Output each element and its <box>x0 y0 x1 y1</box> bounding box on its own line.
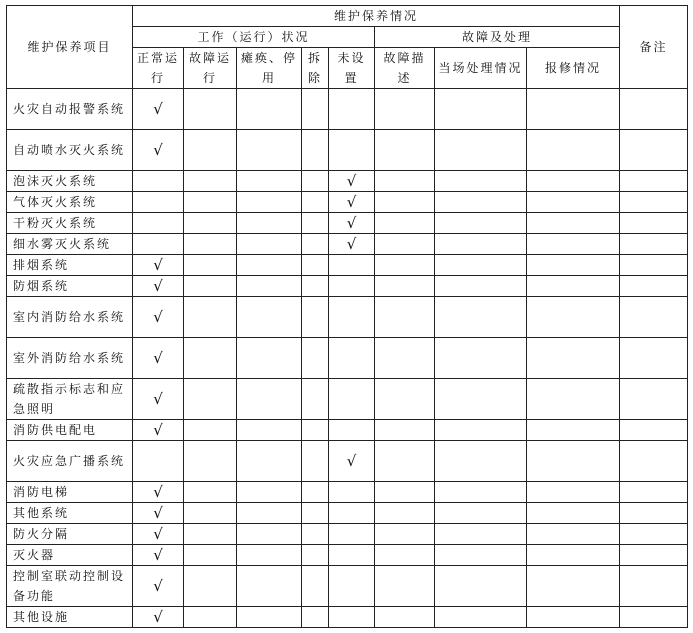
empty-cell <box>375 482 435 503</box>
empty-cell <box>237 566 302 607</box>
repair-report-header: 报修情况 <box>527 48 620 89</box>
empty-cell <box>237 234 302 255</box>
empty-cell <box>184 420 237 441</box>
empty-cell <box>329 566 375 607</box>
empty-cell <box>375 171 435 192</box>
table-row <box>7 503 688 524</box>
empty-cell <box>375 420 435 441</box>
empty-cell <box>184 607 237 628</box>
empty-cell <box>527 130 620 171</box>
check-mark-cell: √ <box>133 379 184 420</box>
check-mark-cell: √ <box>133 255 184 276</box>
empty-cell <box>184 89 237 130</box>
empty-cell <box>375 255 435 276</box>
empty-cell <box>527 171 620 192</box>
empty-cell <box>435 420 527 441</box>
check-mark-cell: √ <box>133 607 184 628</box>
empty-cell <box>184 297 237 338</box>
empty-cell <box>375 234 435 255</box>
table-row <box>7 171 688 192</box>
empty-cell <box>375 338 435 379</box>
project-name-cell: 火灾自动报警系统 <box>7 89 133 130</box>
table-row <box>7 379 688 420</box>
empty-cell <box>184 379 237 420</box>
empty-cell <box>329 297 375 338</box>
check-mark-cell: √ <box>329 234 375 255</box>
empty-cell <box>237 420 302 441</box>
table-row <box>7 213 688 234</box>
empty-cell <box>620 524 688 545</box>
empty-cell <box>435 297 527 338</box>
empty-cell <box>302 566 329 607</box>
empty-cell <box>302 524 329 545</box>
empty-cell <box>375 213 435 234</box>
empty-cell <box>329 130 375 171</box>
empty-cell <box>435 276 527 297</box>
project-name-cell: 气体灭火系统 <box>7 192 133 213</box>
empty-cell <box>435 441 527 482</box>
empty-cell <box>302 338 329 379</box>
empty-cell <box>620 441 688 482</box>
check-mark-cell: √ <box>133 420 184 441</box>
empty-cell <box>237 276 302 297</box>
check-mark-cell: √ <box>133 566 184 607</box>
fault-handling-header: 故障及处理 <box>375 27 620 48</box>
empty-cell <box>302 89 329 130</box>
empty-cell <box>329 276 375 297</box>
empty-cell <box>375 503 435 524</box>
empty-cell <box>620 89 688 130</box>
empty-cell <box>133 234 184 255</box>
check-mark-cell: √ <box>133 482 184 503</box>
project-name-cell: 自动喷水灭火系统 <box>7 130 133 171</box>
empty-cell <box>184 482 237 503</box>
empty-cell <box>435 192 527 213</box>
empty-cell <box>527 234 620 255</box>
not-installed-header: 未设置 <box>329 48 375 89</box>
empty-cell <box>435 89 527 130</box>
empty-cell <box>375 276 435 297</box>
empty-cell <box>435 503 527 524</box>
table-row <box>7 607 688 628</box>
onsite-handling-header: 当场处理情况 <box>435 48 527 89</box>
fault-description-header: 故障描述 <box>375 48 435 89</box>
empty-cell <box>620 297 688 338</box>
check-mark-cell: √ <box>133 338 184 379</box>
empty-cell <box>237 482 302 503</box>
empty-cell <box>302 441 329 482</box>
table-row <box>7 482 688 503</box>
empty-cell <box>133 171 184 192</box>
check-mark-cell: √ <box>133 503 184 524</box>
check-mark-cell: √ <box>133 276 184 297</box>
empty-cell <box>133 192 184 213</box>
empty-cell <box>375 524 435 545</box>
empty-cell <box>184 545 237 566</box>
project-name-cell: 灭火器 <box>7 545 133 566</box>
empty-cell <box>237 338 302 379</box>
empty-cell <box>435 524 527 545</box>
empty-cell <box>435 566 527 607</box>
empty-cell <box>527 607 620 628</box>
empty-cell <box>435 255 527 276</box>
empty-cell <box>302 130 329 171</box>
project-name-cell: 其他系统 <box>7 503 133 524</box>
table-row <box>7 441 688 482</box>
project-name-cell: 细水雾灭火系统 <box>7 234 133 255</box>
table-row <box>7 192 688 213</box>
check-mark-cell: √ <box>133 297 184 338</box>
check-mark-cell: √ <box>133 89 184 130</box>
check-mark-cell: √ <box>329 441 375 482</box>
empty-cell <box>527 213 620 234</box>
empty-cell <box>527 524 620 545</box>
empty-cell <box>329 420 375 441</box>
project-name-cell: 消防供电配电 <box>7 420 133 441</box>
empty-cell <box>375 192 435 213</box>
table-row <box>7 276 688 297</box>
project-name-cell: 疏散指示标志和应急照明 <box>7 379 133 420</box>
empty-cell <box>620 503 688 524</box>
empty-cell <box>237 607 302 628</box>
check-mark-cell: √ <box>133 130 184 171</box>
empty-cell <box>184 441 237 482</box>
check-mark-cell: √ <box>133 524 184 545</box>
empty-cell <box>620 255 688 276</box>
empty-cell <box>527 566 620 607</box>
table-row <box>7 130 688 171</box>
empty-cell <box>620 379 688 420</box>
empty-cell <box>237 297 302 338</box>
table-row <box>7 524 688 545</box>
project-name-cell: 泡沫灭火系统 <box>7 171 133 192</box>
empty-cell <box>620 420 688 441</box>
empty-cell <box>435 130 527 171</box>
empty-cell <box>435 545 527 566</box>
empty-cell <box>237 192 302 213</box>
table-row <box>7 566 688 607</box>
empty-cell <box>435 338 527 379</box>
project-name-cell: 干粉灭火系统 <box>7 213 133 234</box>
empty-cell <box>237 379 302 420</box>
remark-header: 备注 <box>620 6 688 89</box>
empty-cell <box>302 482 329 503</box>
empty-cell <box>620 545 688 566</box>
empty-cell <box>329 503 375 524</box>
empty-cell <box>184 338 237 379</box>
empty-cell <box>375 441 435 482</box>
empty-cell <box>184 566 237 607</box>
empty-cell <box>302 276 329 297</box>
empty-cell <box>329 379 375 420</box>
table-row <box>7 297 688 338</box>
empty-cell <box>527 503 620 524</box>
empty-cell <box>375 89 435 130</box>
empty-cell <box>302 213 329 234</box>
empty-cell <box>527 192 620 213</box>
empty-cell <box>302 379 329 420</box>
empty-cell <box>237 171 302 192</box>
empty-cell <box>302 192 329 213</box>
project-name-cell: 防火分隔 <box>7 524 133 545</box>
empty-cell <box>620 171 688 192</box>
empty-cell <box>329 89 375 130</box>
empty-cell <box>302 607 329 628</box>
empty-cell <box>435 213 527 234</box>
empty-cell <box>237 130 302 171</box>
empty-cell <box>133 213 184 234</box>
project-name-cell: 室内消防给水系统 <box>7 297 133 338</box>
empty-cell <box>237 545 302 566</box>
project-name-cell: 火灾应急广播系统 <box>7 441 133 482</box>
table-row <box>7 234 688 255</box>
table-row <box>7 255 688 276</box>
empty-cell <box>329 482 375 503</box>
empty-cell <box>527 89 620 130</box>
empty-cell <box>620 192 688 213</box>
project-name-cell: 控制室联动控制设备功能 <box>7 566 133 607</box>
empty-cell <box>184 130 237 171</box>
project-name-cell: 消防电梯 <box>7 482 133 503</box>
empty-cell <box>435 607 527 628</box>
empty-cell <box>375 545 435 566</box>
empty-cell <box>184 524 237 545</box>
empty-cell <box>375 379 435 420</box>
empty-cell <box>237 255 302 276</box>
empty-cell <box>302 503 329 524</box>
empty-cell <box>237 89 302 130</box>
empty-cell <box>329 524 375 545</box>
table-row <box>7 89 688 130</box>
project-name-cell: 室外消防给水系统 <box>7 338 133 379</box>
empty-cell <box>620 234 688 255</box>
project-header: 维护保养项目 <box>7 6 133 89</box>
empty-cell <box>184 192 237 213</box>
empty-cell <box>302 297 329 338</box>
empty-cell <box>184 171 237 192</box>
empty-cell <box>302 255 329 276</box>
empty-cell <box>329 338 375 379</box>
empty-cell <box>527 441 620 482</box>
empty-cell <box>375 130 435 171</box>
empty-cell <box>302 420 329 441</box>
empty-cell <box>620 213 688 234</box>
empty-cell <box>620 338 688 379</box>
empty-cell <box>435 379 527 420</box>
removed-header: 拆除 <box>302 48 329 89</box>
check-mark-cell: √ <box>329 171 375 192</box>
empty-cell <box>620 482 688 503</box>
table-row <box>7 420 688 441</box>
empty-cell <box>184 255 237 276</box>
empty-cell <box>527 420 620 441</box>
empty-cell <box>302 171 329 192</box>
empty-cell <box>435 482 527 503</box>
empty-cell <box>237 503 302 524</box>
empty-cell <box>184 276 237 297</box>
empty-cell <box>184 234 237 255</box>
empty-cell <box>527 338 620 379</box>
empty-cell <box>329 607 375 628</box>
empty-cell <box>527 255 620 276</box>
empty-cell <box>329 545 375 566</box>
empty-cell <box>620 607 688 628</box>
empty-cell <box>620 276 688 297</box>
empty-cell <box>435 234 527 255</box>
empty-cell <box>620 566 688 607</box>
empty-cell <box>237 524 302 545</box>
empty-cell <box>237 441 302 482</box>
empty-cell <box>527 545 620 566</box>
empty-cell <box>302 234 329 255</box>
empty-cell <box>620 130 688 171</box>
fault-operation-header: 故障运行 <box>184 48 237 89</box>
empty-cell <box>375 566 435 607</box>
check-mark-cell: √ <box>133 545 184 566</box>
paralyzed-disabled-header: 瘫痪、停用 <box>237 48 302 89</box>
table-row <box>7 338 688 379</box>
operation-status-header: 工作（运行）状况 <box>133 27 375 48</box>
project-name-cell: 排烟系统 <box>7 255 133 276</box>
maintenance-table <box>6 5 688 628</box>
project-name-cell: 防烟系统 <box>7 276 133 297</box>
maintenance-status-header: 维护保养情况 <box>133 6 620 27</box>
empty-cell <box>133 441 184 482</box>
empty-cell <box>302 545 329 566</box>
empty-cell <box>329 255 375 276</box>
empty-cell <box>527 379 620 420</box>
project-name-cell: 其他设施 <box>7 607 133 628</box>
empty-cell <box>184 213 237 234</box>
empty-cell <box>184 503 237 524</box>
empty-cell <box>527 297 620 338</box>
empty-cell <box>435 171 527 192</box>
check-mark-cell: √ <box>329 192 375 213</box>
normal-operation-header: 正常运行 <box>133 48 184 89</box>
empty-cell <box>527 276 620 297</box>
table-row <box>7 545 688 566</box>
empty-cell <box>237 213 302 234</box>
empty-cell <box>375 297 435 338</box>
check-mark-cell: √ <box>329 213 375 234</box>
empty-cell <box>527 482 620 503</box>
empty-cell <box>375 607 435 628</box>
